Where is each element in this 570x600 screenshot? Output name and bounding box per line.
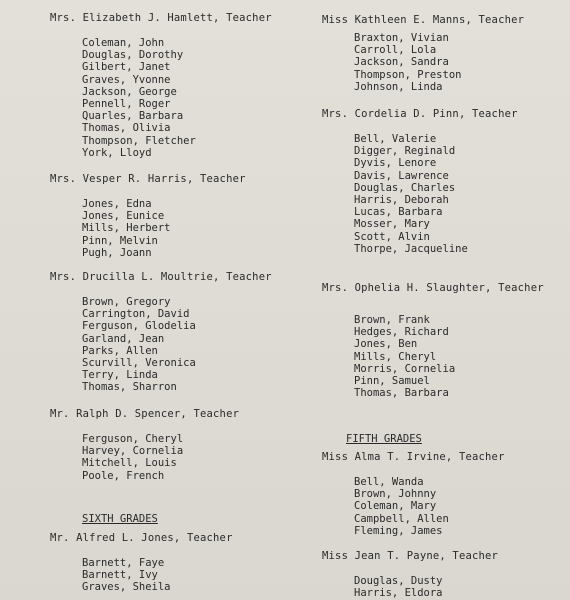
student-name: Barnett, Faye xyxy=(82,557,165,569)
student-name: Jones, Edna xyxy=(82,198,152,210)
student-list xyxy=(50,557,233,594)
grade-heading xyxy=(346,427,422,446)
student-name: Harvey, Cornelia xyxy=(82,445,184,458)
grade-title: SIXTH GRADES xyxy=(82,513,158,525)
student-name: Terry, Linda xyxy=(82,369,158,382)
student-name: Barnett, Ivy xyxy=(82,569,158,582)
student-name: Thomas, Sharron xyxy=(82,381,177,394)
student-name: Johnson, Linda xyxy=(354,80,443,93)
class-block xyxy=(50,12,272,159)
class-block xyxy=(50,271,272,394)
student-name: Campbell, Allen xyxy=(354,512,449,525)
student-name: Carrington, David xyxy=(82,308,190,321)
student-name: Thomas, Barbara xyxy=(354,387,449,400)
student-name: Hedges, Richard xyxy=(354,326,449,339)
student-name: Brown, Frank xyxy=(354,314,430,326)
teacher-heading: Mr. Ralph D. Spencer, Teacher xyxy=(50,408,240,420)
grade-heading xyxy=(82,507,158,526)
student-list xyxy=(322,32,524,93)
teacher-heading: Mrs. Cordelia D. Pinn, Teacher xyxy=(322,108,518,120)
class-block xyxy=(322,451,505,537)
teacher-heading: Mrs. Elizabeth J. Hamlett, Teacher xyxy=(50,12,272,24)
student-name: Lucas, Barbara xyxy=(354,206,443,219)
student-name: Garland, Jean xyxy=(82,332,165,345)
student-name: Thorpe, Jacqueline xyxy=(354,242,468,255)
teacher-heading: Miss Kathleen E. Manns, Teacher xyxy=(322,14,525,26)
student-name: York, Lloyd xyxy=(82,146,152,159)
teacher-heading: Mrs. Drucilla L. Moultrie, Teacher xyxy=(50,271,272,283)
student-name: Digger, Reginald xyxy=(354,145,456,158)
class-block xyxy=(322,282,544,399)
student-name: Scurvill, Veronica xyxy=(82,357,196,370)
student-list xyxy=(50,37,272,159)
student-name: Ferguson, Glodelia xyxy=(82,320,196,333)
student-list xyxy=(322,476,505,537)
student-name: Mills, Herbert xyxy=(82,222,171,235)
student-name: Scott, Alvin xyxy=(354,230,430,243)
student-name: Gilbert, Janet xyxy=(82,61,171,74)
student-name: Quarles, Barbara xyxy=(82,110,184,123)
student-name: Harris, Eldora xyxy=(354,587,443,600)
student-name: Brown, Gregory xyxy=(82,296,171,308)
student-list xyxy=(50,198,246,259)
student-list xyxy=(50,296,272,394)
class-block xyxy=(50,173,246,259)
class-block xyxy=(50,532,233,594)
student-name: Graves, Sheila xyxy=(82,581,171,594)
student-name: Fleming, James xyxy=(354,524,443,537)
class-block xyxy=(322,550,498,599)
student-name: Ferguson, Cheryl xyxy=(82,433,184,445)
student-name: Jackson, Sandra xyxy=(354,56,449,69)
class-block xyxy=(322,14,524,93)
teacher-heading: Mrs. Vesper R. Harris, Teacher xyxy=(50,173,246,185)
student-name: Thompson, Preston xyxy=(354,68,462,81)
student-name: Thomas, Olivia xyxy=(82,122,171,135)
student-name: Pennell, Roger xyxy=(82,98,171,111)
student-name: Thompson, Fletcher xyxy=(82,134,196,147)
student-name: Jones, Eunice xyxy=(82,210,165,223)
student-name: Mills, Cheryl xyxy=(354,350,437,363)
student-list xyxy=(322,575,498,599)
student-name: Davis, Lawrence xyxy=(354,169,449,182)
teacher-heading: Mrs. Ophelia H. Slaughter, Teacher xyxy=(322,282,544,294)
student-name: Harris, Deborah xyxy=(354,194,449,207)
student-list xyxy=(50,433,239,482)
student-name: Douglas, Charles xyxy=(354,181,456,194)
student-name: Coleman, Mary xyxy=(354,500,437,513)
student-name: Braxton, Vivian xyxy=(354,32,449,44)
student-name: Mosser, Mary xyxy=(354,218,430,231)
teacher-heading: Miss Alma T. Irvine, Teacher xyxy=(322,451,505,463)
student-name: Pinn, Samuel xyxy=(354,375,430,388)
grade-title: FIFTH GRADES xyxy=(346,433,422,445)
student-name: Carroll, Lola xyxy=(354,44,437,57)
student-list xyxy=(322,314,544,399)
student-name: Bell, Wanda xyxy=(354,476,424,488)
student-name: Bell, Valerie xyxy=(354,133,437,145)
student-name: Coleman, John xyxy=(82,37,165,49)
student-name: Brown, Johnny xyxy=(354,488,437,501)
student-list xyxy=(322,133,518,255)
student-name: Douglas, Dusty xyxy=(354,575,443,587)
student-name: Poole, French xyxy=(82,469,165,482)
student-name: Pinn, Melvin xyxy=(82,234,158,247)
class-block xyxy=(322,108,518,255)
teacher-heading: Miss Jean T. Payne, Teacher xyxy=(322,550,499,562)
student-name: Parks, Allen xyxy=(82,344,158,357)
student-name: Pugh, Joann xyxy=(82,246,152,259)
student-name: Mitchell, Louis xyxy=(82,457,177,470)
student-name: Morris, Cornelia xyxy=(354,362,456,375)
student-name: Graves, Yvonne xyxy=(82,73,171,86)
class-block xyxy=(50,408,239,482)
teacher-heading: Mr. Alfred L. Jones, Teacher xyxy=(50,532,233,544)
student-name: Jackson, George xyxy=(82,85,177,98)
student-name: Dyvis, Lenore xyxy=(354,157,437,170)
student-name: Jones, Ben xyxy=(354,338,418,351)
student-name: Douglas, Dorothy xyxy=(82,49,184,62)
